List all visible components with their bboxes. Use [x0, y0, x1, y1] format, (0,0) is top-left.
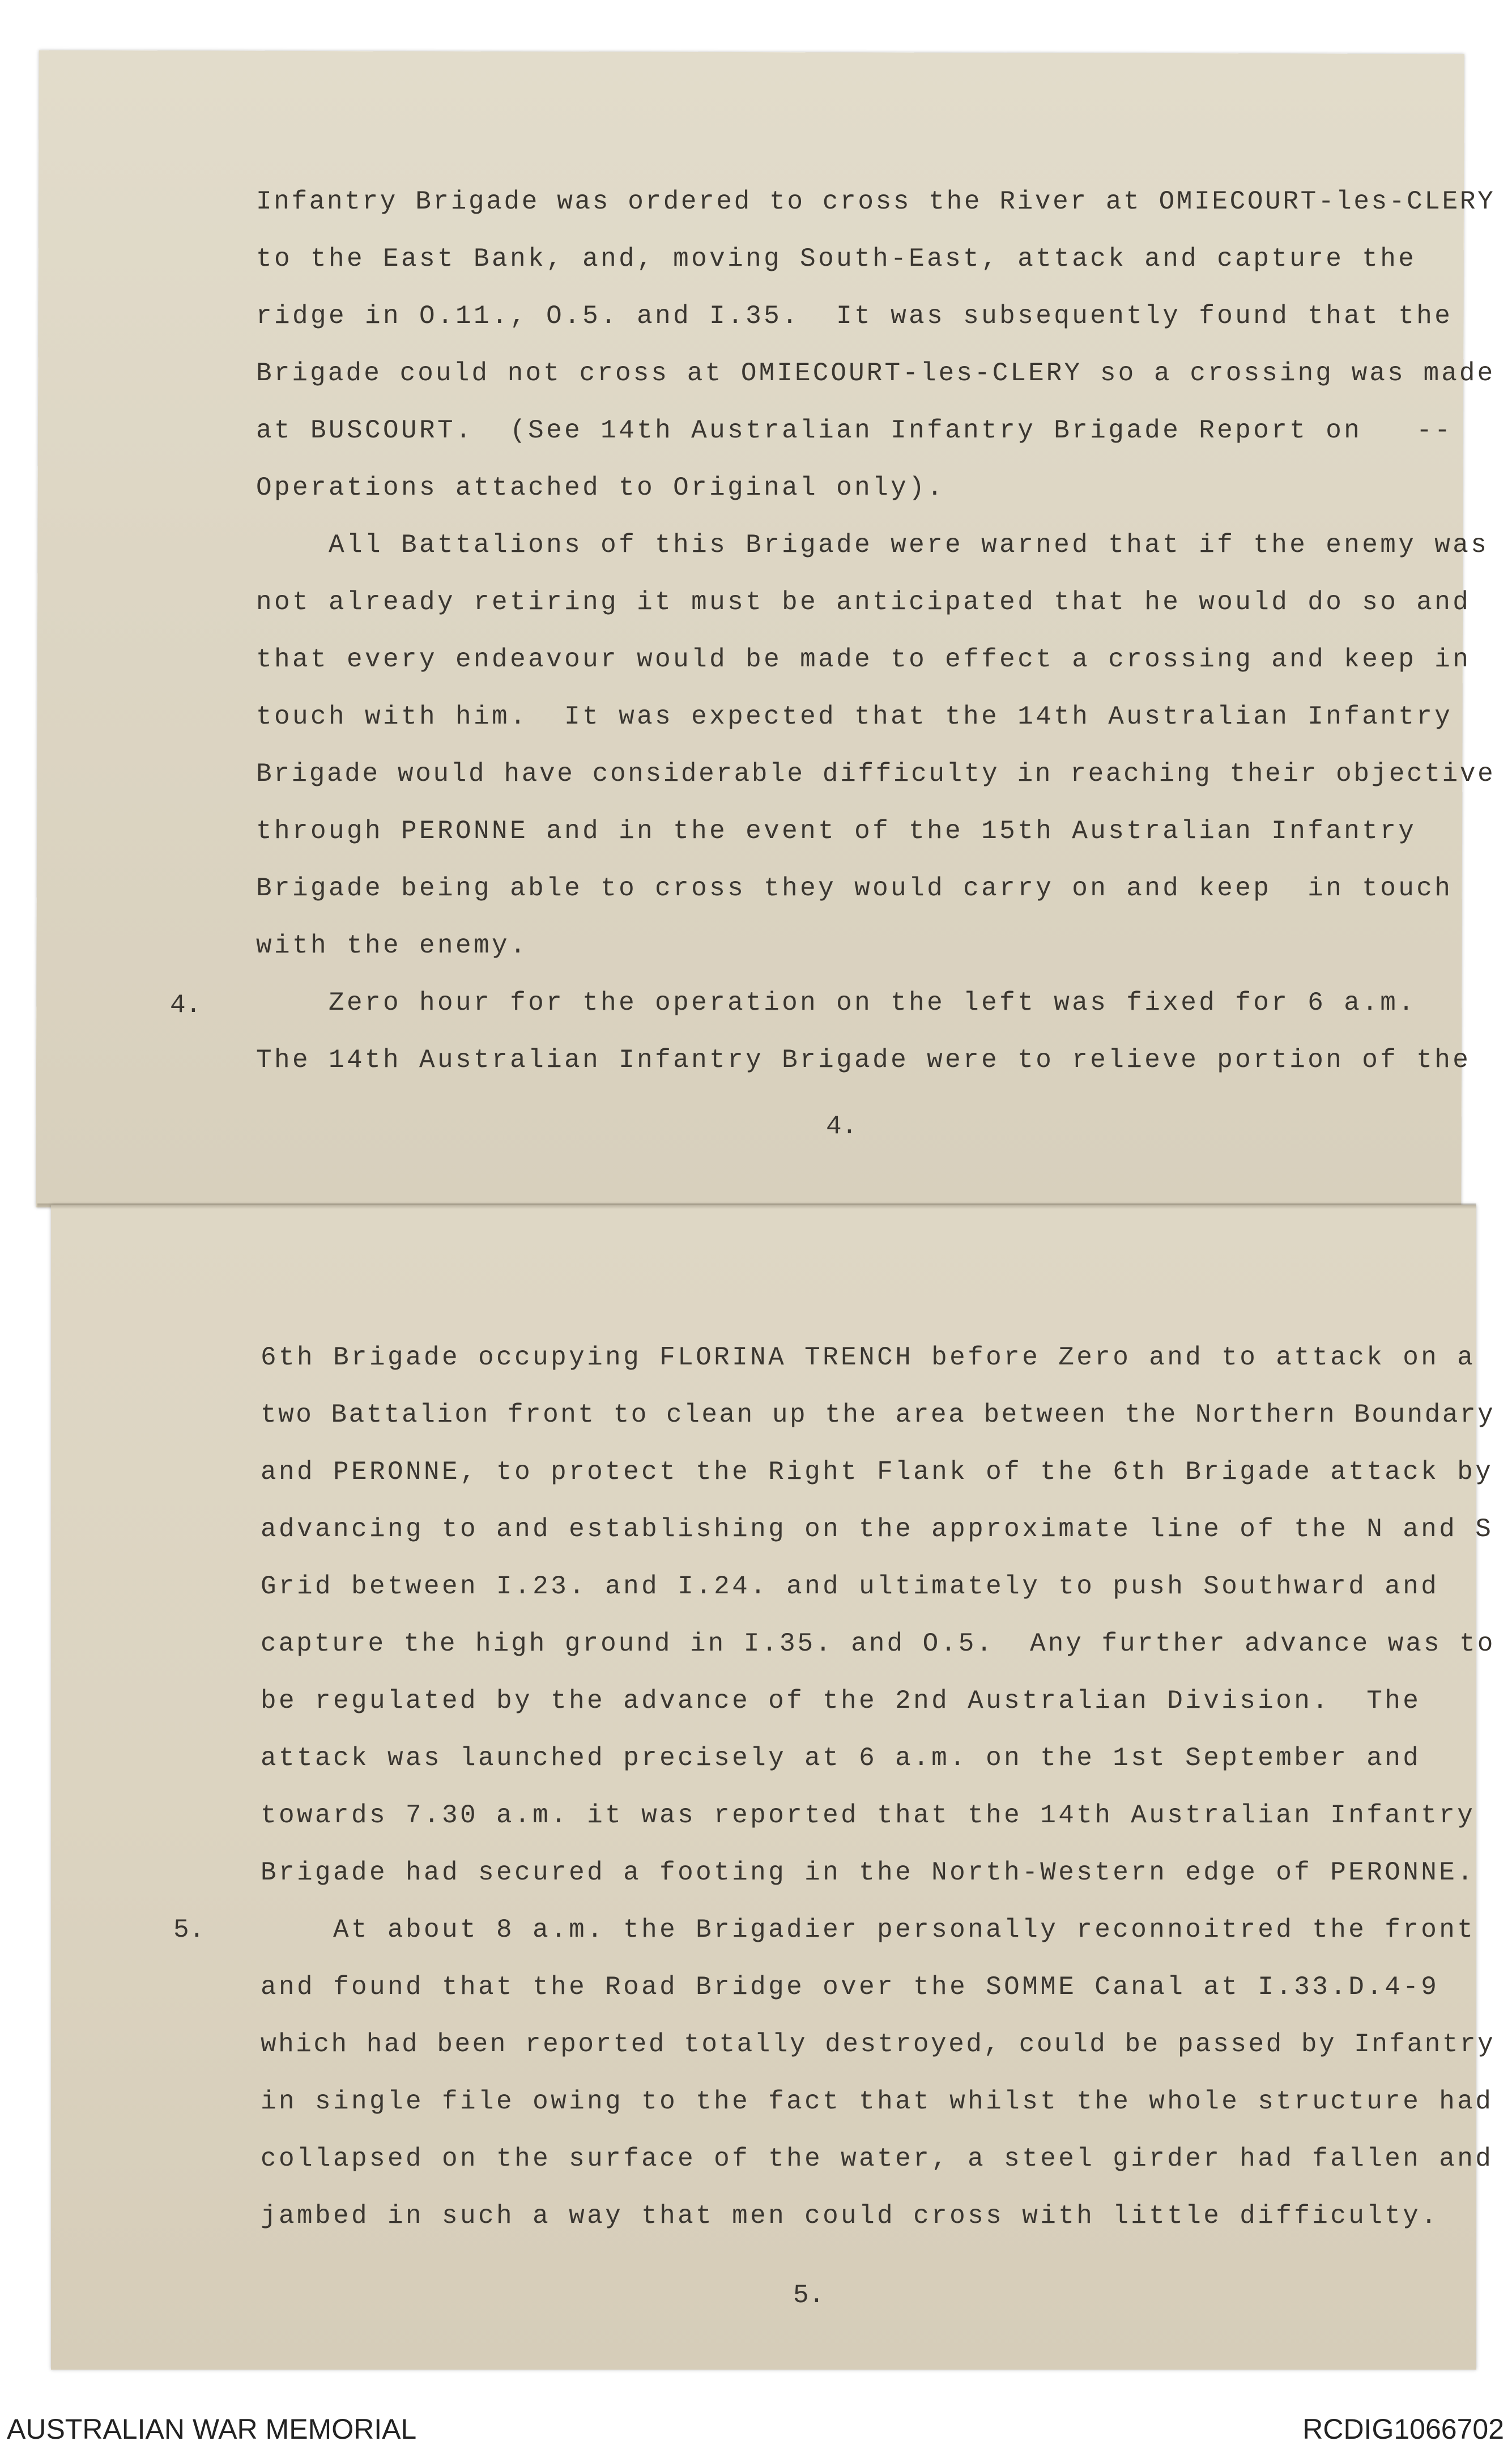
text-line: collapsed on the surface of the water, a steel girder had fallen and [261, 2144, 1494, 2174]
page-number: 4. [826, 1112, 858, 1141]
text-line: through PERONNE and in the event of the 15th Australian Infantry [256, 817, 1417, 846]
text-line: At about 8 a.m. the Brigadier personally reconnoitred the front [261, 1915, 1476, 1945]
text-line: with the enemy. [256, 931, 529, 960]
text-line: Operations attached to Original only). [256, 473, 945, 503]
footer-archive-name: AUSTRALIAN WAR MEMORIAL [7, 2413, 417, 2445]
text-line: Brigade had secured a footing in the North-Western edge of PERONNE. [261, 1858, 1476, 1887]
text-line: jambed in such a way that men could cross with little difficulty. [261, 2201, 1439, 2231]
text-line: in single file owing to the fact that whilst the whole structure had [261, 2087, 1494, 2116]
text-line: to the East Bank, and, moving South-East, attack and capture the [256, 244, 1417, 274]
text-line: Brigade could not cross at OMIECOURT-les-CLERY so a crossing was made [256, 359, 1496, 388]
document-page-top [36, 50, 1464, 1211]
page-number: 5. [793, 2281, 825, 2310]
text-line: The 14th Australian Infantry Brigade were to relieve portion of the [256, 1045, 1471, 1075]
text-line: Grid between I.23. and I.24. and ultimately to push Southward and [261, 1572, 1439, 1601]
text-line: Brigade would have considerable difficulty in reaching their objective [256, 759, 1496, 789]
page-edge-shadow [37, 1204, 1476, 1209]
text-line: not already retiring it must be anticipated that he would do so and [256, 588, 1471, 617]
text-line: ridge in O.11., O.5. and I.35. It was subsequently found that the [256, 301, 1453, 331]
text-line: Zero hour for the operation on the left was fixed for 6 a.m. [256, 988, 1417, 1018]
footer-record-id: RCDIG1066702 [1302, 2413, 1504, 2445]
text-line: towards 7.30 a.m. it was reported that the 14th Australian Infantry [261, 1801, 1476, 1830]
paragraph-number: 5. [173, 1915, 205, 1945]
text-line: advancing to and establishing on the approximate line of the N and S [261, 1515, 1494, 1544]
text-line: which had been reported totally destroyed, could be passed by Infantry [261, 2030, 1496, 2059]
text-line: All Battalions of this Brigade were warned that if the enemy was [256, 530, 1489, 560]
text-line: two Battalion front to clean up the area between the Northern Boundary [261, 1400, 1496, 1430]
text-line: 6th Brigade occupying FLORINA TRENCH before Zero and to attack on a [261, 1343, 1476, 1372]
top-page-body [256, 187, 1496, 1075]
text-line: touch with him. It was expected that the 14th Australian Infantry [256, 702, 1453, 732]
text-line: and found that the Road Bridge over the SOMME Canal at I.33.D.4-9 [261, 1972, 1439, 2002]
text-line: attack was launched precisely at 6 a.m. on the 1st September and [261, 1743, 1421, 1773]
paragraph-number: 4. [170, 990, 202, 1020]
text-line: capture the high ground in I.35. and O.5. Any further advance was to [261, 1629, 1496, 1658]
text-line: and PERONNE, to protect the Right Flank of the 6th Brigade attack by [261, 1457, 1494, 1487]
text-line: that every endeavour would be made to effect a crossing and keep in [256, 645, 1471, 674]
text-line: be regulated by the advance of the 2nd Australian Division. The [261, 1686, 1421, 1716]
text-line: Brigade being able to cross they would carry on and keep in touch [256, 874, 1453, 903]
bottom-page-body [261, 1343, 1496, 2231]
text-line: at BUSCOURT. (See 14th Australian Infantry Brigade Report on -- [256, 416, 1453, 445]
text-line: Infantry Brigade was ordered to cross the River at OMIECOURT-les-CLERY [256, 187, 1496, 216]
